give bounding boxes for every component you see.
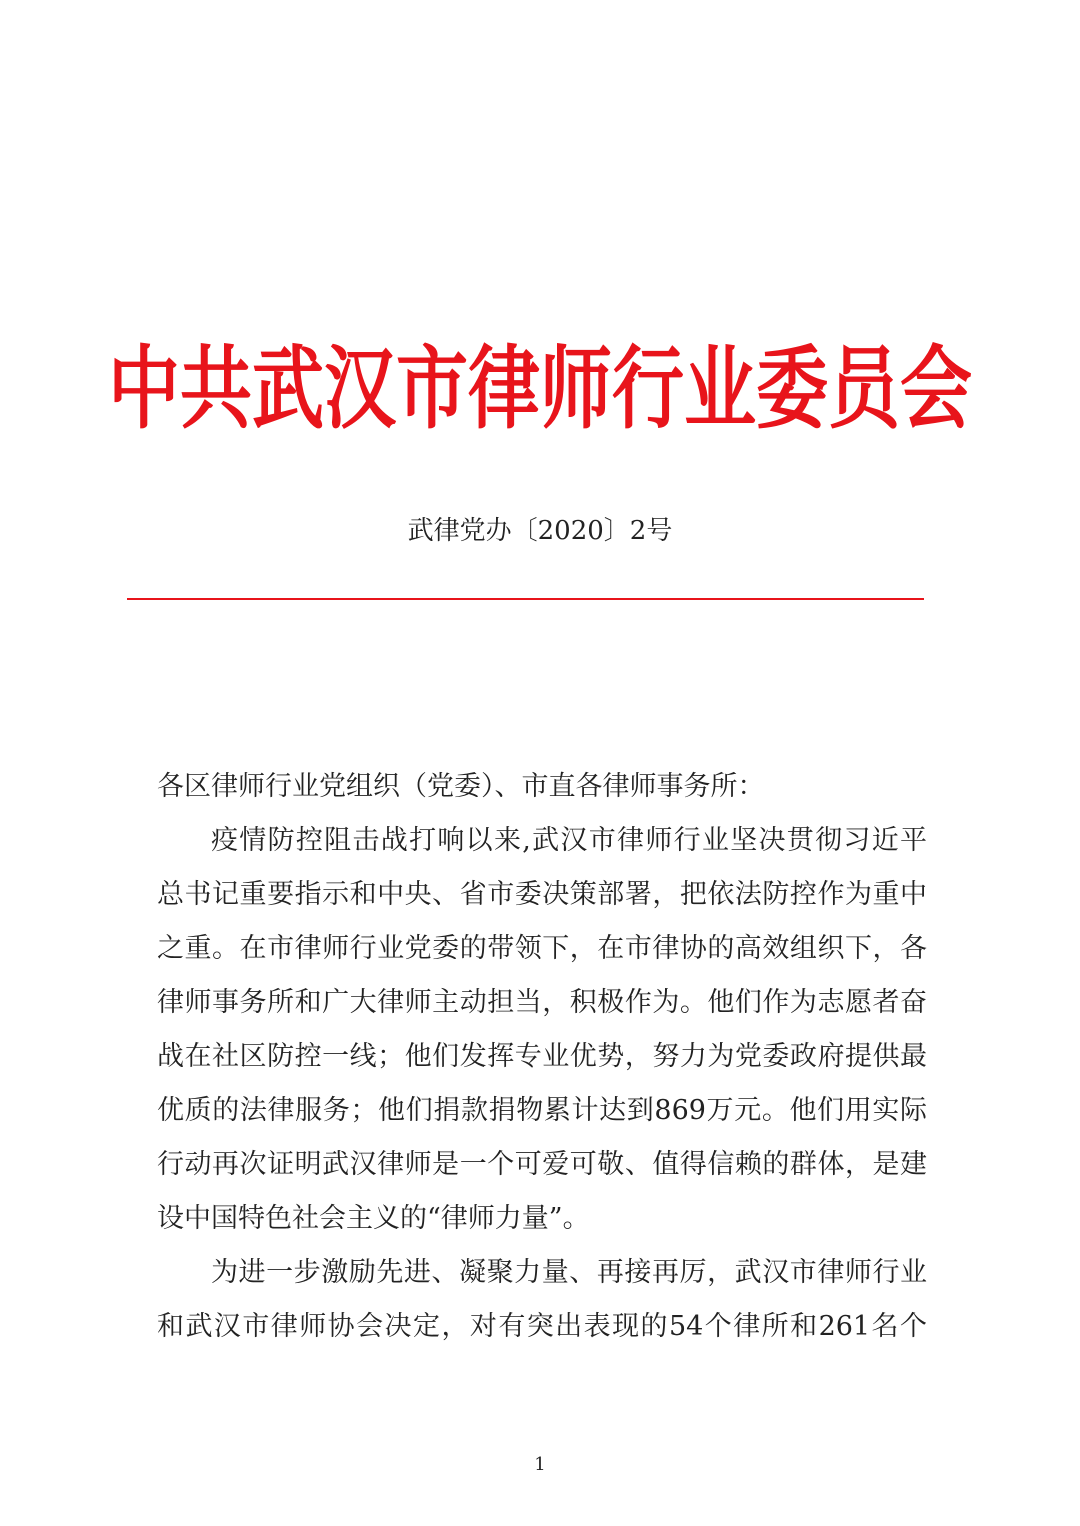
paragraph-1 bbox=[157, 814, 927, 1246]
paragraph-line: 之重。在市律师行业党委的带领下，在市律协的高效组织下，各 bbox=[157, 933, 927, 964]
paragraph-line: 总书记重要指示和中央、省市委决策部署，把依法防控作为重中 bbox=[157, 879, 927, 910]
page-number: 1 bbox=[534, 1454, 546, 1475]
paragraph-line: 和武汉市律师协会决定，对有突出表现的54个律所和261名个 bbox=[157, 1311, 927, 1342]
organization-header: 中共武汉市律师行业委员会 bbox=[107, 335, 972, 441]
red-divider-rule bbox=[127, 598, 924, 600]
paragraph-line: 律师事务所和广大律师主动担当，积极作为。他们作为志愿者奋 bbox=[157, 987, 927, 1018]
paragraph-line: 战在社区防控一线；他们发挥专业优势，努力为党委政府提供最 bbox=[157, 1041, 927, 1072]
addressee-line: 各区律师行业党组织（党委）、市直各律师事务所： bbox=[157, 771, 765, 802]
paragraph-line: 行动再次证明武汉律师是一个可爱可敬、值得信赖的群体，是建 bbox=[157, 1149, 927, 1180]
paragraph-line: 设中国特色社会主义的“律师力量”。 bbox=[157, 1203, 590, 1234]
document-number: 武律党办〔2020〕2号 bbox=[407, 516, 673, 546]
paragraph-2 bbox=[157, 1246, 927, 1354]
paragraph-line: 为进一步激励先进、凝聚力量、再接再厉，武汉市律师行业 bbox=[211, 1257, 927, 1288]
document-body bbox=[157, 760, 927, 1354]
paragraph-line: 疫情防控阻击战打响以来,武汉市律师行业坚决贯彻习近平 bbox=[211, 825, 927, 856]
paragraph-line: 优质的法律服务；他们捐款捐物累计达到869万元。他们用实际 bbox=[157, 1095, 927, 1126]
